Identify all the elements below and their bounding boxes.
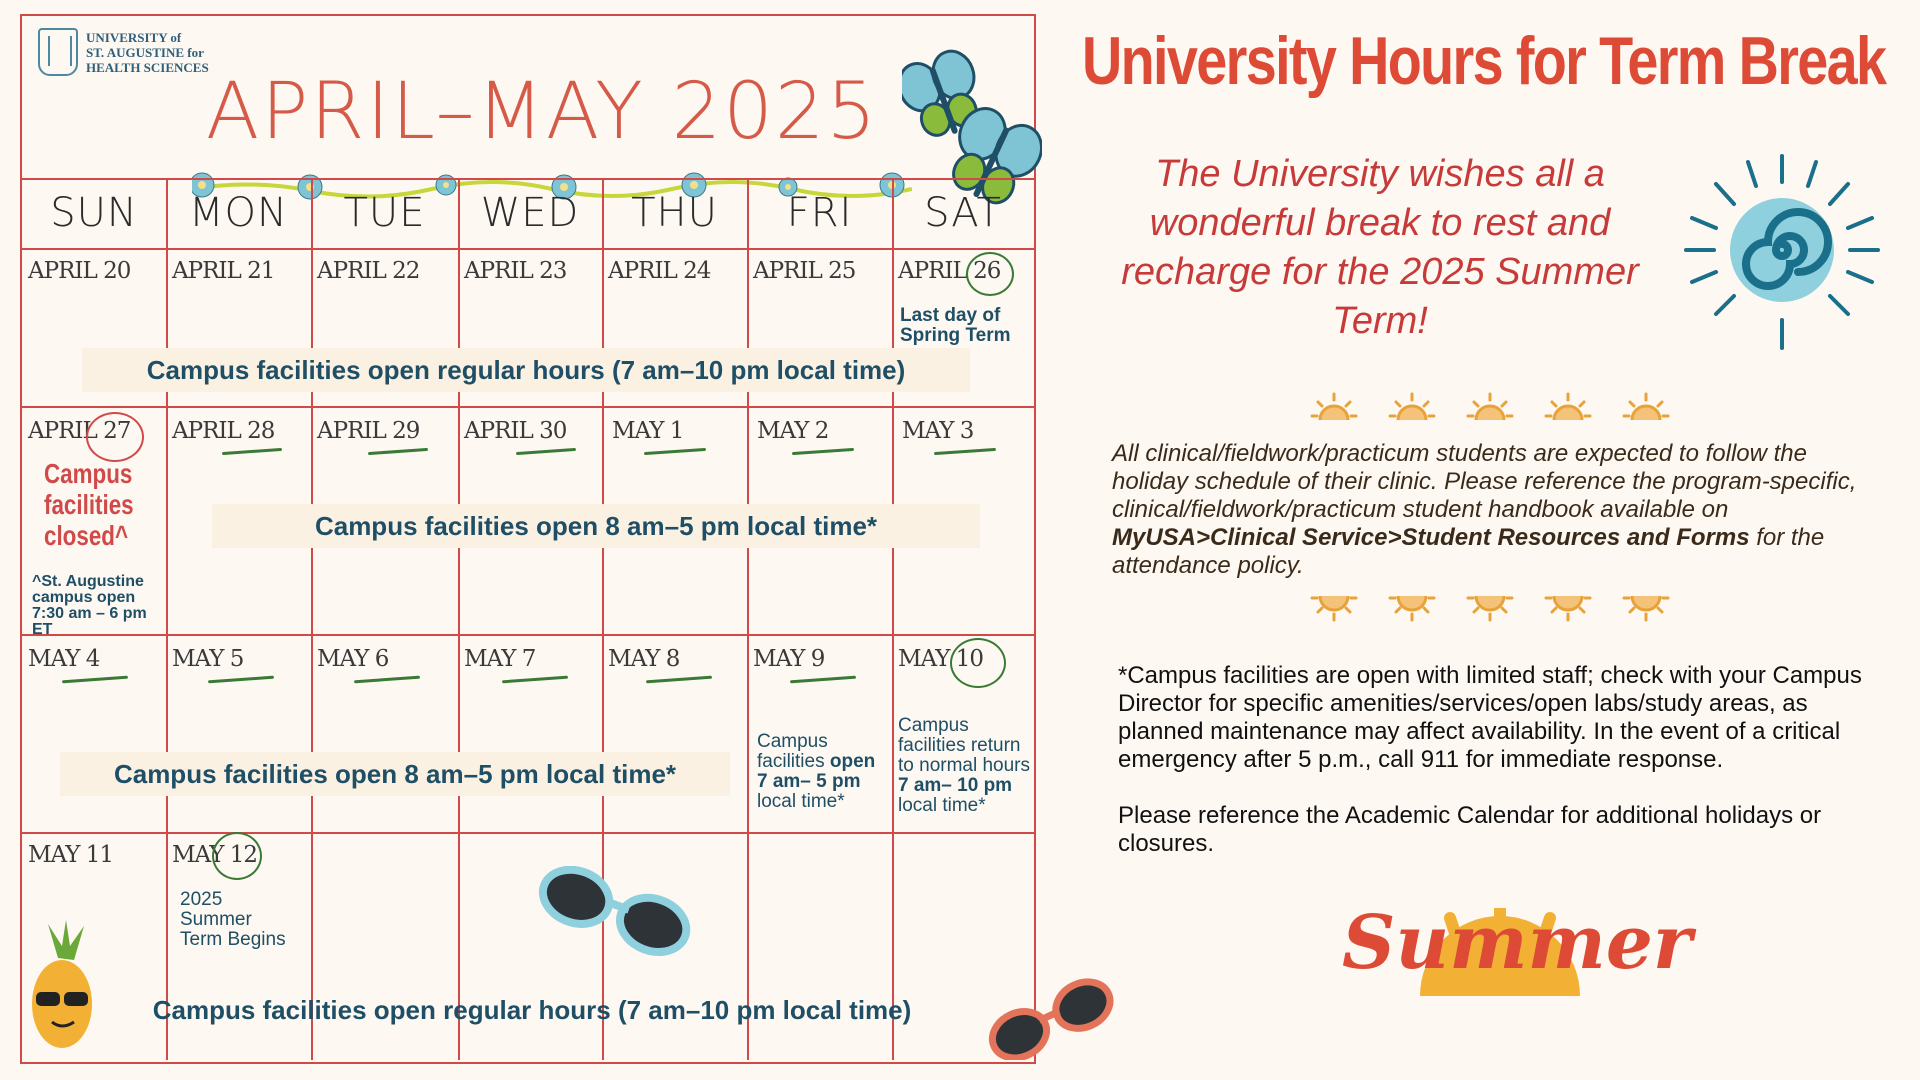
- date-circle: [950, 638, 1006, 688]
- sun-icon: [1544, 592, 1592, 622]
- facilities-disclaimer: [1118, 662, 1878, 858]
- summer-wordmark: Summer: [1342, 900, 1692, 986]
- last-day-note: Last day of Spring Term: [900, 305, 1011, 346]
- page-title: University Hours for Term Break: [1082, 23, 1886, 99]
- date-underline: [934, 448, 996, 455]
- may9-note-tail: local time*: [757, 791, 845, 812]
- date-underline: [792, 448, 854, 455]
- date-label: MAY 4: [28, 646, 100, 672]
- date-label: APRIL 21: [172, 258, 275, 284]
- date-label: APRIL 29: [317, 418, 420, 444]
- sun-icon: [1466, 392, 1514, 422]
- date-label: MAY 11: [28, 842, 113, 868]
- sun-icon: [1676, 148, 1888, 360]
- date-underline: [222, 448, 282, 455]
- hours-band-row1: Campus facilities open regular hours (7 am–10 pm local time): [82, 348, 970, 392]
- date-label: MAY 9: [753, 646, 825, 672]
- sun-icon: [1544, 392, 1592, 422]
- date-label: MAY 1: [612, 418, 684, 444]
- shield-icon: [38, 28, 78, 76]
- may10-note-hours: 7 am– 10 pm: [898, 775, 1013, 796]
- date-circle: [212, 832, 262, 880]
- date-label: MAY 2: [757, 418, 829, 444]
- date-label: MAY 12: [172, 842, 257, 868]
- date-label: APRIL 27: [28, 418, 131, 444]
- disclaimer-text: *Campus facilities are open with limited staff; check with your Campus Director for specific amenities/services/open labs/study areas, as planned maintenance may affect availability. In the event of a critical emergency after 5 p.m., call 911 for immediate response.: [1118, 662, 1862, 773]
- date-label: APRIL 28: [172, 418, 275, 444]
- date-underline: [516, 448, 576, 455]
- hours-band-row2: Campus facilities open 8 am–5 pm local time*: [212, 504, 980, 548]
- may9-note-text: Campus facilities: [757, 731, 830, 772]
- may10-note-text: Campus facilities return to normal hours: [898, 715, 1031, 776]
- may9-note: [757, 732, 887, 812]
- hours-band-row4: Campus facilities open regular hours (7 am–10 pm local time): [152, 994, 912, 1025]
- wish-message: The University wishes all a wonderful break to rest and recharge for the 2025 Summer Term!: [1121, 153, 1639, 342]
- hours-band-row3: Campus facilities open 8 am–5 pm local time*: [60, 752, 730, 796]
- day-header-fri: FRI: [786, 190, 853, 236]
- date-underline: [644, 448, 706, 455]
- closed-note: Campus facilities closed^: [44, 458, 134, 551]
- date-label: APRIL 20: [28, 258, 131, 284]
- date-label: APRIL 22: [317, 258, 420, 284]
- sun-icon: [1388, 592, 1436, 622]
- date-underline: [790, 676, 856, 684]
- sun-icon: [1622, 392, 1670, 422]
- sun-icon: [1310, 592, 1358, 622]
- summer-term-note: 2025 Summer Term Begins: [180, 889, 286, 950]
- date-underline: [354, 676, 420, 684]
- date-underline: [502, 676, 568, 684]
- may10-note: [898, 716, 1034, 816]
- date-label: MAY 6: [317, 646, 389, 672]
- day-header-tue: TUE: [343, 190, 426, 236]
- day-header-thu: THU: [631, 190, 718, 236]
- may9-note-hours: open 7 am– 5 pm: [757, 751, 876, 792]
- date-label: APRIL 25: [753, 258, 856, 284]
- date-label: APRIL 26: [898, 258, 1001, 284]
- date-circle: [966, 252, 1014, 296]
- day-header-sun: SUN: [50, 190, 138, 236]
- sunglasses-icon: [532, 866, 702, 966]
- day-header-sat: SAT: [924, 190, 1002, 236]
- myusa-path: MyUSA>Clinical Service>Student Resources and Forms: [1112, 524, 1750, 551]
- st-augustine-note: ^St. Augustine campus open 7:30 am – 6 pm ET: [32, 573, 147, 638]
- sun-icon: [1622, 592, 1670, 622]
- clinical-students-note: [1112, 440, 1872, 580]
- logo-line-2: ST. AUGUSTINE for: [86, 44, 204, 60]
- sun-icon: [1466, 592, 1514, 622]
- sun-divider-bottom: [1310, 592, 1670, 622]
- calendar-title: APRIL–MAY 2025: [205, 67, 879, 157]
- logo-line-3: HEALTH SCIENCES: [86, 59, 209, 75]
- date-label: APRIL 23: [464, 258, 567, 284]
- sun-divider-top: [1310, 392, 1670, 422]
- academic-calendar-note: Please reference the Academic Calendar for additional holidays or closures.: [1118, 802, 1822, 857]
- sun-icon: [1310, 392, 1358, 422]
- day-header-mon: MON: [189, 190, 288, 236]
- logo-line-1: UNIVERSITY of: [86, 29, 182, 45]
- calendar-panel: [20, 14, 1036, 1064]
- sunglasses-icon: [980, 970, 1120, 1060]
- day-header-wed: WED: [480, 190, 580, 236]
- date-underline: [62, 676, 128, 684]
- clinical-text-tail: for the attendance policy.: [1112, 524, 1825, 579]
- date-label: MAY 10: [898, 646, 983, 672]
- date-underline: [646, 676, 712, 684]
- date-label: MAY 7: [464, 646, 536, 672]
- date-label: MAY 8: [608, 646, 680, 672]
- sun-icon: [1388, 392, 1436, 422]
- may10-note-tail: local time*: [898, 795, 986, 816]
- date-label: MAY 5: [172, 646, 244, 672]
- date-circle: [86, 412, 144, 462]
- date-underline: [368, 448, 428, 455]
- date-label: APRIL 30: [464, 418, 567, 444]
- clinical-text: All clinical/fieldwork/practicum students are expected to follow the holiday schedule of their clinic. Please reference the program-specific, clinical/fieldwork/practicum student handbook available on: [1112, 440, 1857, 523]
- date-label: MAY 3: [902, 418, 974, 444]
- date-underline: [208, 676, 274, 684]
- date-label: APRIL 24: [608, 258, 711, 284]
- pineapple-icon: [18, 918, 108, 1068]
